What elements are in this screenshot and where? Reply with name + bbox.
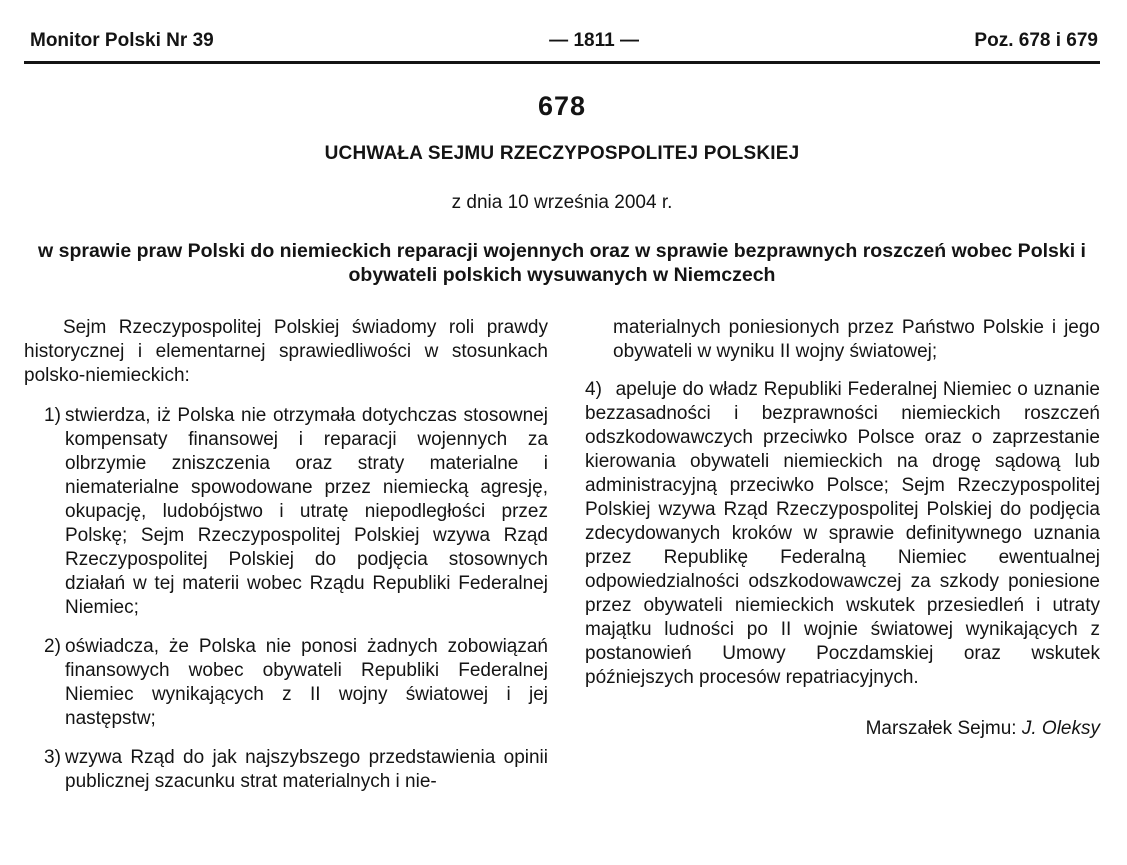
body-columns (24, 316, 1100, 809)
intro-paragraph: Sejm Rzeczypospolitej Polskiej świadomy roli prawdy historycznej i elementarnej sprawiedliwości w stosunkach polsko-niemieckich: (24, 317, 548, 386)
act-date-line: z dnia 10 września 2004 r. (451, 192, 673, 213)
header-rule (24, 61, 1100, 64)
signature-line (585, 717, 1100, 741)
list-item-2-number: 2) (44, 636, 61, 657)
list-item-1-text: stwierdza, iż Polska nie otrzymała dotychczas stosownej kompensaty finansowej i reparacji wojennych za olbrzymie zniszczenia oraz straty materialne i niematerialne spowodowane przez niemiecką agresję, okupację, ludobójstwo i utratę niepodległości przez Polskę; Sejm Rzeczypospolitej Polskiej wzywa Rząd Rzeczypospolitej Polskiej do podjęcia stosownych działań w tej materii wobec Rządu Republiki Federalnej Niemiec; (65, 405, 548, 618)
list-item-2-text: oświadcza, że Polska nie ponosi żadnych zobowiązań finansowych wobec obywateli Republiki Federalnej Niemiec wynikających z II wojny światowej i jej następstw; (65, 636, 548, 729)
act-number: 678 (537, 91, 587, 121)
list-item-2 (24, 635, 548, 731)
act-subject: w sprawie praw Polski do niemieckich reparacji wojennych oraz w sprawie bezprawnych roszczeń wobec Polski i obywateli polskich wysuwanych w Niemczech (38, 240, 1086, 286)
act-title: UCHWAŁA SEJMU RZECZYPOSPOLITEJ POLSKIEJ (324, 143, 800, 164)
list-item-1-number: 1) (44, 405, 61, 426)
signature-name: J. Oleksy (1021, 718, 1100, 739)
header-position-numbers: Poz. 678 i 679 (974, 30, 1098, 51)
list-item-3 (24, 746, 548, 794)
list-item-4-text: apeluje do władz Republiki Federalnej Niemiec o uznanie bezzasadności i bezprawności niemieckich roszczeń odszkodowawczych przeciwko Polsce oraz o zaprzestanie kierowania obywateli niemieckich na drogę sądową lub administracyjną przeciwko Polsce; Sejm Rzeczypospolitej Polskiej wzywa Rząd Rzeczypospolitej Polskiej do podjęcia zdecydowanych kroków w sprawie definitywnego uznania przez Republikę Federalną Niemiec ewentualnej odpowiedzialności odszkodowawczej za szkody poniesione przez obywateli niemieckich wskutek przesiedleń i utraty majątku ludności po II wojnie światowej wynikających z postanowień Umowy Poczdamskiej oraz wskutek późniejszych procesów repatriacyjnych. (585, 379, 1100, 688)
header-page-number: — 1811 — (549, 30, 639, 51)
list-item-4-number: 4) (585, 379, 602, 400)
list-item-1 (24, 404, 548, 620)
running-header (24, 31, 1100, 51)
list-item-3-number: 3) (44, 747, 61, 768)
list-item-3-text: wzywa Rząd do jak najszybszego przedstawienia opinii publicznej szacunku strat materialnych i nie- (65, 747, 548, 792)
list-item-3-continuation: materialnych poniesionych przez Państwo Polskie i jego obywateli w wyniku II wojny światowej; (613, 317, 1100, 362)
signature-role: Marszałek Sejmu: (865, 718, 1017, 739)
list-item-4 (585, 378, 1100, 690)
right-column (585, 316, 1100, 809)
left-column (24, 316, 548, 809)
header-publication: Monitor Polski Nr 39 (30, 30, 214, 51)
